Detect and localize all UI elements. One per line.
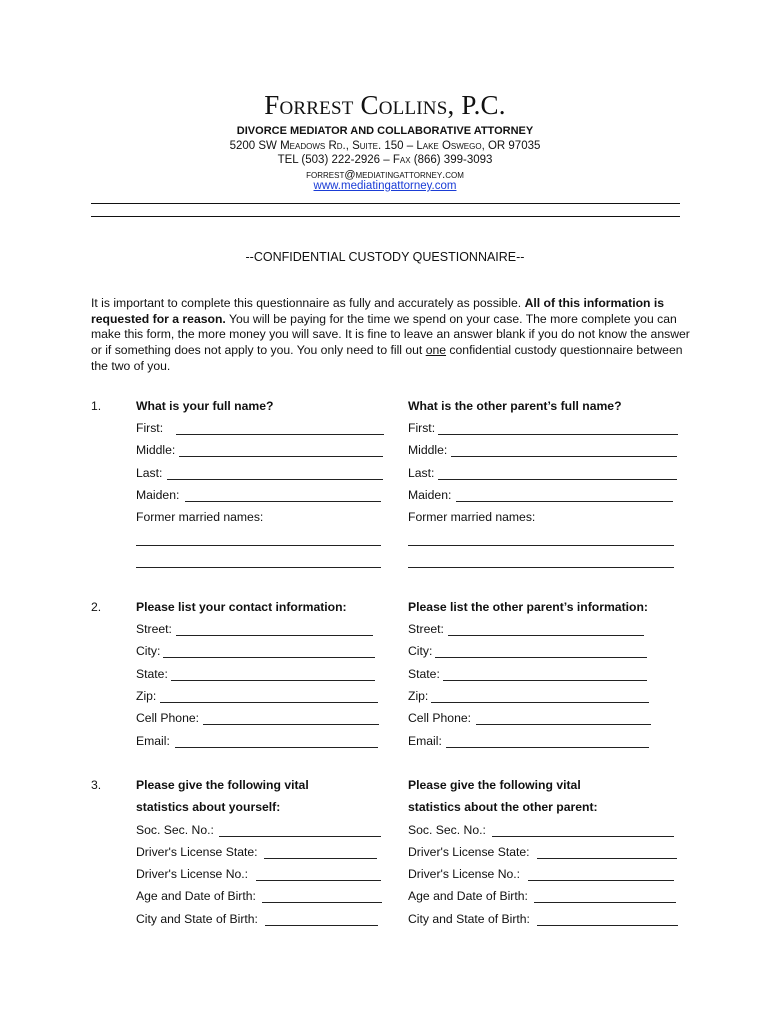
field-label: Cell Phone: bbox=[136, 711, 200, 725]
your-email-field[interactable] bbox=[175, 747, 378, 748]
field-label: Last: bbox=[136, 466, 163, 480]
other-birth-place-field[interactable] bbox=[537, 925, 678, 926]
other-middle-name-field[interactable] bbox=[451, 456, 677, 457]
your-former-names-line-2[interactable] bbox=[136, 567, 381, 568]
field-label: City and State of Birth: bbox=[136, 912, 258, 926]
field-label: Former married names: bbox=[136, 510, 264, 524]
section-2-right-heading: Please list the other parent’s information: bbox=[408, 600, 648, 614]
section-3-right-heading-1: Please give the following vital bbox=[408, 778, 581, 792]
other-ssn-field[interactable] bbox=[492, 836, 674, 837]
other-cell-phone-field[interactable] bbox=[476, 724, 651, 725]
header-rule-bottom bbox=[91, 216, 680, 217]
field-label: Zip: bbox=[136, 689, 157, 703]
your-birth-date-field[interactable] bbox=[262, 902, 382, 903]
section-1-left-heading: What is your full name? bbox=[136, 399, 274, 413]
your-license-number-field[interactable] bbox=[256, 880, 381, 881]
other-maiden-name-field[interactable] bbox=[456, 501, 673, 502]
field-label: Maiden: bbox=[136, 488, 180, 502]
other-former-names-line-1[interactable] bbox=[408, 545, 674, 546]
field-label: Last: bbox=[408, 466, 435, 480]
field-label: Driver's License State: bbox=[136, 845, 258, 859]
intro-text-3: confidential custody questionnaire between the two of you. bbox=[91, 343, 683, 373]
other-license-number-field[interactable] bbox=[528, 880, 674, 881]
intro-underline-text: one bbox=[425, 343, 447, 358]
field-label: Middle: bbox=[136, 443, 176, 457]
field-label: Driver's License State: bbox=[408, 845, 530, 859]
field-label: Age and Date of Birth: bbox=[136, 889, 256, 903]
field-label: State: bbox=[136, 667, 168, 681]
section-2-number: 2. bbox=[91, 600, 102, 614]
field-label: Age and Date of Birth: bbox=[408, 889, 528, 903]
field-label: City: bbox=[136, 644, 161, 658]
your-first-name-field[interactable] bbox=[176, 434, 384, 435]
field-label: Former married names: bbox=[408, 510, 536, 524]
firm-website-link[interactable]: www.mediatingattorney.com bbox=[313, 180, 457, 192]
intro-text-2: You will be paying for the time we spend on your case. The more complete you can make this form, the more money you will save. It is fine to leave an answer blank if you do not know the answer or if something does not apply to you. You only need to fill out bbox=[91, 311, 690, 358]
other-first-name-field[interactable] bbox=[438, 434, 678, 435]
section-1-number: 1. bbox=[91, 399, 102, 413]
your-ssn-field[interactable] bbox=[219, 836, 381, 837]
header-rule-top bbox=[91, 203, 680, 204]
firm-name: Forrest Collins, P.C. bbox=[264, 90, 506, 120]
section-3-number: 3. bbox=[91, 778, 102, 792]
section-3-left-heading-1: Please give the following vital bbox=[136, 778, 309, 792]
field-label: Maiden: bbox=[408, 488, 452, 502]
your-last-name-field[interactable] bbox=[167, 479, 383, 480]
other-email-field[interactable] bbox=[446, 747, 649, 748]
field-label: First: bbox=[408, 421, 436, 435]
other-street-field[interactable] bbox=[448, 635, 644, 636]
your-middle-name-field[interactable] bbox=[179, 456, 383, 457]
intro-bold-text: All of this information is requested for a reason. bbox=[91, 296, 665, 326]
your-state-field[interactable] bbox=[171, 680, 375, 681]
field-label: Soc. Sec. No.: bbox=[408, 823, 486, 837]
other-license-state-field[interactable] bbox=[537, 858, 677, 859]
your-street-field[interactable] bbox=[176, 635, 373, 636]
field-label: State: bbox=[408, 667, 440, 681]
your-zip-field[interactable] bbox=[160, 702, 378, 703]
your-license-state-field[interactable] bbox=[264, 858, 377, 859]
intro-text-1: It is important to complete this questionnaire as fully and accurately as possible. bbox=[91, 296, 525, 310]
your-birth-place-field[interactable] bbox=[265, 925, 378, 926]
other-zip-field[interactable] bbox=[431, 702, 649, 703]
other-state-field[interactable] bbox=[443, 680, 647, 681]
section-1-right-heading: What is the other parent’s full name? bbox=[408, 399, 622, 413]
your-maiden-name-field[interactable] bbox=[185, 501, 381, 502]
field-label: Zip: bbox=[408, 689, 429, 703]
field-label: Middle: bbox=[408, 443, 448, 457]
field-label: Driver's License No.: bbox=[136, 867, 249, 881]
your-city-field[interactable] bbox=[163, 657, 375, 658]
section-3-left-heading-2: statistics about yourself: bbox=[136, 800, 281, 814]
your-cell-phone-field[interactable] bbox=[203, 724, 379, 725]
field-label: Email: bbox=[408, 734, 442, 748]
other-former-names-line-2[interactable] bbox=[408, 567, 674, 568]
field-label: City: bbox=[408, 644, 433, 658]
other-city-field[interactable] bbox=[435, 657, 647, 658]
firm-title: DIVORCE MEDIATOR AND COLLABORATIVE ATTORNEY bbox=[236, 125, 534, 137]
field-label: Cell Phone: bbox=[408, 711, 472, 725]
field-label: Driver's License No.: bbox=[408, 867, 521, 881]
firm-email: forrest@mediatingattorney.com bbox=[306, 169, 464, 181]
section-2-left-heading: Please list your contact information: bbox=[136, 600, 347, 614]
other-birth-date-field[interactable] bbox=[534, 902, 676, 903]
field-label: Street: bbox=[408, 622, 444, 636]
intro-paragraph bbox=[91, 296, 691, 375]
field-label: Email: bbox=[136, 734, 170, 748]
field-label: Street: bbox=[136, 622, 172, 636]
other-last-name-field[interactable] bbox=[438, 479, 677, 480]
field-label: First: bbox=[136, 421, 164, 435]
field-label: Soc. Sec. No.: bbox=[136, 823, 214, 837]
firm-phone: TEL (503) 222-2926 – Fax (866) 399-3093 bbox=[277, 154, 493, 166]
section-3-right-heading-2: statistics about the other parent: bbox=[408, 800, 598, 814]
your-former-names-line-1[interactable] bbox=[136, 545, 381, 546]
document-title: --CONFIDENTIAL CUSTODY QUESTIONNAIRE-- bbox=[245, 250, 525, 264]
firm-address: 5200 SW Meadows Rd., Suite. 150 – Lake Oswego, OR 97035 bbox=[229, 140, 541, 152]
field-label: City and State of Birth: bbox=[408, 912, 530, 926]
